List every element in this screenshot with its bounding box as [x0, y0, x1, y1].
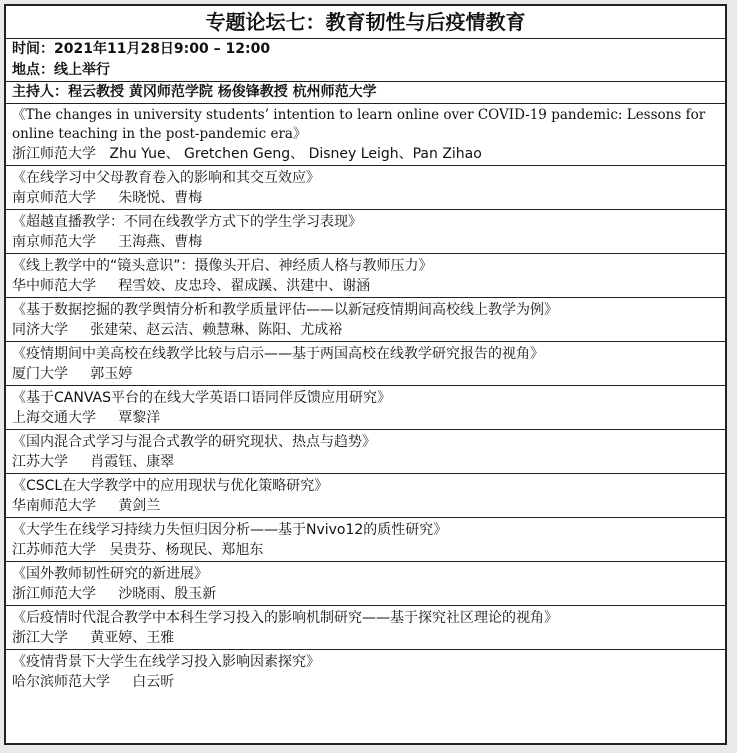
paper-entry: [6, 605, 725, 649]
forum-time: 时间：2021年11月28日9:00 – 12:00: [12, 41, 271, 57]
paper-title: 《CSCL在大学教学中的应用现状与优化策略研究》: [12, 478, 329, 494]
paper-authors: 浙江师范大学 Zhu Yue、 Gretchen Geng、 Disney Leigh、Pan Zihao: [12, 146, 482, 162]
paper-authors: 上海交通大学 覃黎洋: [12, 410, 161, 426]
paper-authors: 江苏大学 肖霞钰、康翠: [12, 454, 175, 470]
paper-entry: [6, 165, 725, 209]
paper-title: 《大学生在线学习持续力失恒归因分析——基于Nvivo12的质性研究》: [12, 522, 448, 538]
paper-title: 《疫情期间中美高校在线教学比较与启示——基于两国高校在线教学研究报告的视角》: [12, 346, 544, 362]
paper-authors: 哈尔滨师范大学 白云昕: [12, 674, 175, 690]
paper-title: 《国外教师韧性研究的新进展》: [12, 566, 208, 582]
paper-title: 《The changes in university students’ intention to learn online over COVID-19 pandemic: Lessons for online teaching in the post-pandemic era》: [12, 107, 706, 142]
paper-authors: 华南师范大学 黄剑兰: [12, 498, 161, 514]
paper-title: 《线上教学中的“镜头意识”：摄像头开启、神经质人格与教师压力》: [12, 258, 433, 274]
paper-authors: 厦门大学 郭玉婷: [12, 366, 133, 382]
paper-entry: [6, 297, 725, 341]
paper-entry: [6, 341, 725, 385]
paper-authors: 同济大学 张建荣、赵云洁、赖慧琳、陈阳、尤成裕: [12, 322, 343, 338]
paper-entry: [6, 103, 725, 165]
paper-entry: [6, 253, 725, 297]
forum-title: 专题论坛七：教育韧性与后疫情教育: [6, 6, 725, 39]
paper-entry: [6, 517, 725, 561]
paper-authors: 江苏师范大学 吴贵芬、杨现民、郑旭东: [12, 542, 264, 558]
paper-entry: [6, 649, 725, 693]
paper-authors: 南京师范大学 王海燕、曹梅: [12, 234, 203, 250]
forum-location: 地点：线上举行: [12, 62, 110, 78]
paper-entry: [6, 473, 725, 517]
paper-authors: 浙江大学 黄亚婷、王雅: [12, 630, 175, 646]
paper-title: 《在线学习中父母教育卷入的影响和其交互效应》: [12, 170, 320, 186]
paper-title: 《后疫情时代混合教学中本科生学习投入的影响机制研究——基于探究社区理论的视角》: [12, 610, 558, 626]
paper-title: 《基于CANVAS平台的在线大学英语口语同伴反馈应用研究》: [12, 390, 391, 406]
paper-entry: [6, 209, 725, 253]
paper-title: 《基于数据挖掘的教学舆情分析和教学质量评估——以新冠疫情期间高校线上教学为例》: [12, 302, 558, 318]
paper-title: 《疫情背景下大学生在线学习投入影响因素探究》: [12, 654, 320, 670]
paper-list: [6, 103, 725, 693]
forum-hosts: 主持人：程云教授 黄冈师范学院 杨俊锋教授 杭州师范大学: [6, 81, 725, 103]
paper-title: 《超越直播教学：不同在线教学方式下的学生学习表现》: [12, 214, 362, 230]
paper-authors: 南京师范大学 朱晓悦、曹梅: [12, 190, 203, 206]
paper-entry: [6, 385, 725, 429]
paper-authors: 浙江师范大学 沙晓雨、殷玉新: [12, 586, 217, 602]
paper-entry: [6, 429, 725, 473]
paper-entry: [6, 561, 725, 605]
paper-authors: 华中师范大学 程雪姣、皮忠玲、翟成蹊、洪建中、谢涵: [12, 278, 371, 294]
paper-title: 《国内混合式学习与混合式教学的研究现状、热点与趋势》: [12, 434, 376, 450]
program-page: [4, 4, 727, 745]
